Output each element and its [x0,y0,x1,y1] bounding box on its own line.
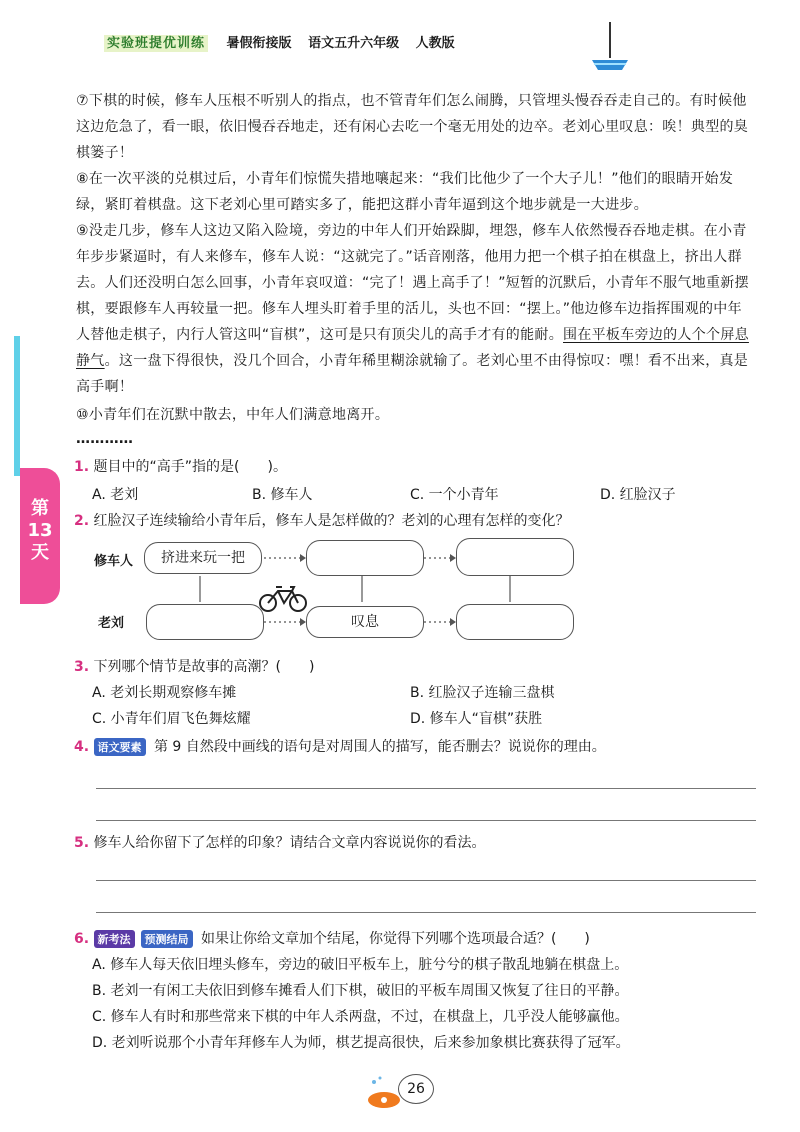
paragraph-7: ⑦下棋的时候，修车人压根不听别人的指点，也不管青年们怎么闹腾，只管埋头慢吞吞走自己的。有时候他这边危急了，看一眼，依旧慢吞吞地走，还有闲心去吃一个毫无用处的边卒。老刘心里叹息：唉！典型的臭棋篓子！ [76,93,749,161]
repairman-box-2[interactable] [306,540,424,576]
question-4-tag: 语文要素 [94,738,146,756]
q6-option-b[interactable]: B. 老刘一有闲工夫依旧到修车摊看人们下棋，破旧的平板车周围又恢复了往日的平静。 [92,983,629,999]
q6-option-d[interactable]: D. 老刘听说那个小青年拜修车人为师，棋艺提高很快，后来参加象棋比赛获得了冠军。 [92,1035,630,1051]
question-3-number: 3. [74,659,90,675]
question-4-text: 第 9 自然段中画线的语句是对周围人的描写，能否删去？说说你的理由。 [153,739,606,755]
page-number: 26 [398,1074,434,1104]
q3-option-a[interactable]: A. 老刘长期观察修车摊 [92,685,237,701]
answer-line-q4-2[interactable] [96,820,756,821]
paragraph-9 [76,218,754,400]
q6-option-c[interactable]: C. 修车人有时和那些常来下棋的中年人杀两盘，不过，在棋盘上，几乎没人能够赢他。 [92,1009,629,1025]
q3-option-c[interactable]: C. 小青年们眉飞色舞炫耀 [92,711,251,727]
paragraph-10: ⑩小青年们在沉默中散去，中年人们满意地离开。 [76,407,390,423]
underlined-sentence: 围在平板车旁边的人个个屏息静气 [76,327,749,369]
sailboat-icon [588,18,632,74]
question-6-number: 6. [74,931,90,947]
question-6 [74,928,590,948]
paragraph-9-text-b: 。这一盘下得很快，没几个回合，小青年稀里糊涂就输了。老刘心里不由得惊叹：嘿！看不出来，真是高手啊！ [76,353,749,395]
question-4-number: 4. [74,739,90,755]
q6-option-a[interactable]: A. 修车人每天依旧埋头修车，旁边的破旧平板车上，脏兮兮的棋子散乱地躺在棋盘上。 [92,957,629,973]
question-1-number: 1. [74,459,90,475]
paragraph-8: ⑧在一次平淡的兑棋过后，小青年们惊慌失措地嚷起来：“我们比他少了一个大子儿！”他们的眼睛开始发绿，紧盯着棋盘。这下老刘心里可踏实多了，能把这群小青年逼到这个地步就是一大进步。 [76,171,734,213]
q3-option-d[interactable]: D. 修车人“盲棋”获胜 [410,711,543,727]
page-header [104,32,455,51]
answer-line-q5-1[interactable] [96,880,756,881]
question-5-number: 5. [74,835,90,851]
q1-option-b[interactable]: B. 修车人 [252,487,313,503]
row-label-laoliu: 老刘 [98,616,125,631]
repairman-box-1 [144,542,262,574]
question-1-text: 题目中的“高手”指的是( )。 [93,459,287,475]
question-1 [74,456,287,476]
subject-label: 语文五升六年级 [308,36,400,51]
publisher-label: 人教版 [415,36,455,51]
brand-title: 实验班提优训练 [104,35,208,52]
laoliu-box-2 [306,606,424,638]
answer-line-q5-2[interactable] [96,912,756,913]
side-accent-bar [14,336,20,476]
q3-option-b[interactable]: B. 红脸汉子连输三盘棋 [410,685,555,701]
question-6-tag-predict: 预测结局 [141,930,193,948]
question-4 [74,736,606,756]
paragraph-9-text-a: ⑨没走几步，修车人这边又陷入险境，旁边的中年人们开始跺脚，埋怨，修车人依然慢吞吞地走棋。在小青年步步紧逼时，有人来修车，修车人说：“这就完了。”话音刚落，他用力把一个棋子拍在棋盘上，挤出人群去。人们还没明白怎么回事，小青年哀叹道：“完了！遇上高手了！”短暂的沉默后，小青年不服气地重新摆棋，要跟修车人再较量一把。修车人埋头盯着手里的活儿，头也不回：“摆上。”他边修车边指挥围观的中年人替他走棋子，内行人管这叫“盲棋”，这可是只有顶尖儿的高手才有的能耐。 [76,223,749,343]
question-2 [74,510,570,530]
day-tab: 第13天 [20,468,60,604]
q1-option-a[interactable]: A. 老刘 [92,487,139,503]
question-3-text: 下列哪个情节是故事的高潮？( ) [93,659,315,675]
q1-option-d[interactable]: D. 红脸汉子 [600,487,676,503]
ellipsis: ………… [76,431,134,447]
question-6-tag-new: 新考法 [94,930,135,948]
answer-line-q4-1[interactable] [96,788,756,789]
row-label-repairman: 修车人 [94,554,134,569]
repairman-box-1-text: 挤进来玩一把 [161,550,245,566]
edition-label: 暑假衔接版 [226,36,292,51]
question-2-number: 2. [74,513,90,529]
laoliu-box-1[interactable] [146,604,264,640]
question-3 [74,656,314,676]
question-2-text: 红脸汉子连续输给小青年后，修车人是怎样做的？老刘的心理有怎样的变化？ [93,513,570,529]
repairman-box-3[interactable] [456,538,574,576]
q1-option-c[interactable]: C. 一个小青年 [410,487,499,503]
question-6-text: 如果让你给文章加个结尾，你觉得下列哪个选项最合适？( ) [200,931,590,947]
bicycle-icon [258,584,310,614]
question-5-text: 修车人给你留下了怎样的印象？请结合文章内容说说你的看法。 [93,835,486,851]
laoliu-box-2-text: 叹息 [351,614,379,630]
question-5 [74,832,486,852]
laoliu-box-3[interactable] [456,604,574,640]
